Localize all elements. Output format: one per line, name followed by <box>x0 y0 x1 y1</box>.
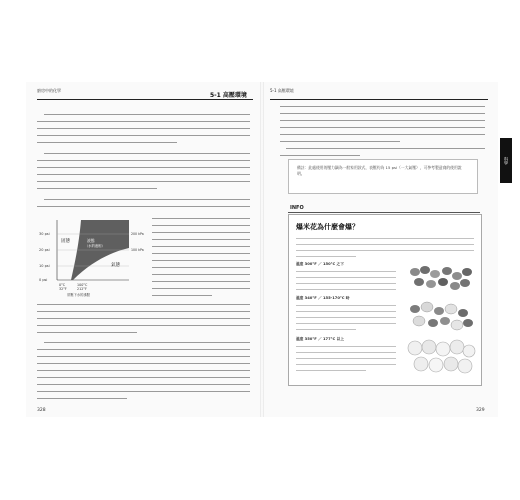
right-running-head: 5-1 高壓環境 <box>270 88 294 93</box>
left-section-title: 5-1 高壓環境 <box>210 92 247 99</box>
y-tick-label: 20 psi <box>39 248 50 252</box>
left-page-number: 328 <box>37 408 46 413</box>
y-tick-label: 30 psi <box>39 232 50 236</box>
x-extra-label: 32°F <box>59 287 67 291</box>
kpa-label: 200 kPa <box>131 232 144 236</box>
y-tick-label: 0 psi <box>39 278 48 282</box>
popcorn-kernels-unpopped <box>405 262 477 294</box>
gas-label: 氣態 <box>111 263 120 268</box>
y-tick-label: 10 psi <box>39 264 50 268</box>
left-header-rule <box>37 99 253 100</box>
x-extra-label: 212°F <box>77 287 87 291</box>
info-label: INFO <box>290 205 304 211</box>
x-tick-label: 0°C <box>59 283 66 287</box>
side-tab: 科學 <box>500 138 512 183</box>
book-gutter <box>260 82 264 417</box>
phase-diagram <box>37 214 147 298</box>
left-running-head: 廚房中的化學 <box>37 88 61 93</box>
temp-label-340: 溫度 340°F ／ 155-170°C 時 <box>296 296 350 300</box>
right-header-rule <box>270 99 488 100</box>
liquid-label: 液態 <box>87 238 95 243</box>
kpa-label: 100 kPa <box>131 248 144 252</box>
popcorn-kernels-heating <box>405 299 477 333</box>
right-page-number: 329 <box>476 408 485 413</box>
temp-label-300: 溫度 300°F ／ 150°C 之下 <box>296 262 344 266</box>
popcorn-popped <box>405 338 477 376</box>
info-title: 爆米花為什麼會爆？ <box>296 223 359 231</box>
solid-label: 固態 <box>61 239 70 244</box>
note-box: 備註：此處使用的壓力鍋為一般家用款式，表壓約為 15 psi（一大氣壓），可參考製造商的使用說明。 <box>288 159 478 194</box>
diagram-annotation: 常壓下水的沸點 <box>67 293 91 297</box>
temp-label-350: 溫度 350°F ／ 177°C 以上 <box>296 337 344 341</box>
liquid-sub-label: （水的液相） <box>85 244 105 248</box>
info-rule <box>288 212 480 213</box>
x-tick-label: 100°C <box>77 283 88 287</box>
